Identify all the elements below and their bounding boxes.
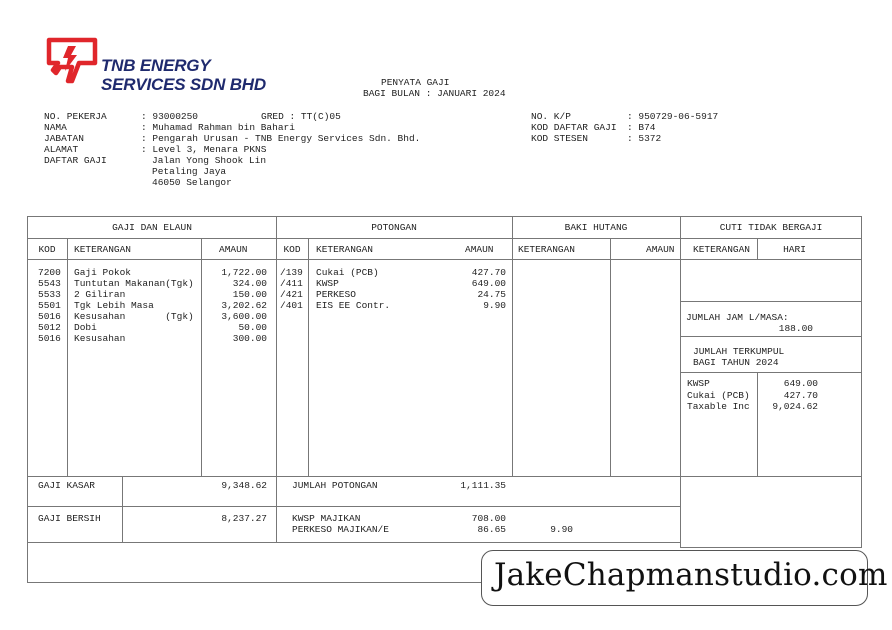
col-amaun-gaji: AMAUN bbox=[219, 244, 248, 255]
gaji-kasar-label: GAJI KASAR bbox=[38, 480, 96, 491]
kwsp-majikan-label: KWSP MAJIKAN bbox=[292, 513, 361, 524]
gaji-bersih-value: 8,237.27 bbox=[221, 513, 267, 524]
earning-desc: Gaji Pokok bbox=[74, 267, 132, 278]
earning-kod: 5543 bbox=[38, 278, 61, 289]
overtime-label: JUMLAH JAM L/MASA: bbox=[686, 312, 789, 323]
col-kod-potongan: KOD bbox=[283, 244, 301, 255]
earning-kod: 5501 bbox=[38, 300, 61, 311]
nokp-value: : 950729-06-5917 bbox=[627, 111, 719, 122]
perkeso-majikan-value: 86.65 bbox=[477, 524, 506, 535]
jumlah-potongan-label: JUMLAH POTONGAN bbox=[292, 480, 378, 491]
deduction-desc: PERKESO bbox=[316, 289, 356, 300]
kod-stesen-value: : 5372 bbox=[627, 133, 662, 144]
col-keterangan-gaji: KETERANGAN bbox=[74, 244, 132, 255]
earning-amount: 1,722.00 bbox=[221, 267, 267, 278]
section-potongan-header: POTONGAN bbox=[371, 222, 417, 233]
kwsp-majikan-value: 708.00 bbox=[471, 513, 506, 524]
col-amaun-potongan: AMAUN bbox=[465, 244, 494, 255]
nama-label: NAMA bbox=[44, 122, 67, 133]
earning-desc: Kesusahan (Tgk) bbox=[74, 311, 194, 322]
nokp-label: NO. K/P bbox=[531, 111, 571, 122]
perkeso-majikan-label: PERKESO MAJIKAN/E bbox=[292, 524, 389, 535]
deduction-kod: /401 bbox=[280, 300, 303, 311]
jabatan-label: JABATAN bbox=[44, 133, 84, 144]
ytd-row-label: Cukai (PCB) bbox=[687, 390, 750, 401]
kod-stesen-label: KOD STESEN bbox=[531, 133, 589, 144]
col-amaun-baki: AMAUN bbox=[646, 244, 675, 255]
eis-majikan-value: 9.90 bbox=[550, 524, 573, 535]
deduction-amount: 9.90 bbox=[483, 300, 506, 311]
company-logo bbox=[46, 37, 100, 85]
section-gaji-header: GAJI DAN ELAUN bbox=[112, 222, 192, 233]
address-line3: Petaling Jaya bbox=[152, 166, 227, 177]
deduction-kod: /411 bbox=[280, 278, 303, 289]
earning-kod: 5016 bbox=[38, 333, 61, 344]
ytd-label2: BAGI TAHUN 2024 bbox=[693, 357, 779, 368]
section-baki-header: BAKI HUTANG bbox=[564, 222, 628, 233]
ytd-label1: JUMLAH TERKUMPUL bbox=[693, 346, 785, 357]
deduction-amount: 427.70 bbox=[471, 267, 506, 278]
watermark-text: JakeChapmanstudio.com bbox=[494, 557, 888, 593]
deduction-amount: 649.00 bbox=[471, 278, 506, 289]
earning-kod: 5012 bbox=[38, 322, 61, 333]
ytd-row-value: 427.70 bbox=[783, 390, 818, 401]
earning-amount: 150.00 bbox=[232, 289, 267, 300]
earning-amount: 300.00 bbox=[232, 333, 267, 344]
ytd-row-value: 649.00 bbox=[783, 378, 818, 389]
earning-kod: 5533 bbox=[38, 289, 61, 300]
col-hari-cuti: HARI bbox=[783, 244, 806, 255]
earning-kod: 5016 bbox=[38, 311, 61, 322]
tnb-logo-icon bbox=[46, 37, 100, 85]
ytd-row-value: 9,024.62 bbox=[772, 401, 818, 412]
deduction-kod: /139 bbox=[280, 267, 303, 278]
earning-desc: Tuntutan Makanan(Tgk) bbox=[74, 278, 194, 289]
col-keterangan-baki: KETERANGAN bbox=[518, 244, 576, 255]
watermark-box bbox=[481, 550, 888, 606]
col-kod-gaji: KOD bbox=[38, 244, 56, 255]
ytd-row-label: Taxable Inc bbox=[687, 401, 750, 412]
alamat-value: : Level 3, Menara PKNS bbox=[141, 144, 267, 155]
gaji-bersih-label: GAJI BERSIH bbox=[38, 513, 101, 524]
earning-kod: 7200 bbox=[38, 267, 61, 278]
company-name-line2: SERVICES SDN BHD bbox=[101, 75, 266, 94]
earning-amount: 3,202.62 bbox=[221, 300, 267, 311]
address-line2: Jalan Yong Shook Lin bbox=[152, 155, 267, 166]
daftar-gaji-label: DAFTAR GAJI bbox=[44, 155, 107, 166]
statement-title: PENYATA GAJI bbox=[381, 77, 450, 88]
earning-amount: 324.00 bbox=[232, 278, 267, 289]
deduction-kod: /421 bbox=[280, 289, 303, 300]
address-line4: 46050 Selangor bbox=[152, 177, 232, 188]
earning-desc: Dobi bbox=[74, 322, 97, 333]
deduction-desc: Cukai (PCB) bbox=[316, 267, 379, 278]
no-pekerja-value: : 93000250 bbox=[141, 111, 199, 122]
section-cuti-header: CUTI TIDAK BERGAJI bbox=[719, 222, 823, 233]
kod-daftar-value: : B74 bbox=[627, 122, 656, 133]
kod-daftar-label: KOD DAFTAR GAJI bbox=[531, 122, 617, 133]
nama-value: : Muhamad Rahman bin Bahari bbox=[141, 122, 295, 133]
earning-amount: 3,600.00 bbox=[221, 311, 267, 322]
earning-desc: Kesusahan bbox=[74, 333, 126, 344]
alamat-label: ALAMAT bbox=[44, 144, 79, 155]
gred-value: GRED : TT(C)05 bbox=[261, 111, 341, 122]
deduction-amount: 24.75 bbox=[477, 289, 506, 300]
col-keterangan-cuti: KETERANGAN bbox=[693, 244, 751, 255]
company-name-line1: TNB ENERGY bbox=[101, 56, 211, 75]
earning-desc: 2 Giliran bbox=[74, 289, 126, 300]
col-keterangan-potongan: KETERANGAN bbox=[316, 244, 374, 255]
ytd-row-label: KWSP bbox=[687, 378, 710, 389]
statement-period: BAGI BULAN : JANUARI 2024 bbox=[363, 88, 506, 99]
jumlah-potongan-value: 1,111.35 bbox=[460, 480, 506, 491]
jabatan-value: : Pengarah Urusan - TNB Energy Services Sdn. Bhd. bbox=[141, 133, 421, 144]
overtime-value: 188.00 bbox=[778, 323, 813, 334]
deduction-desc: KWSP bbox=[316, 278, 339, 289]
earning-amount: 50.00 bbox=[238, 322, 267, 333]
deduction-desc: EIS EE Contr. bbox=[316, 300, 391, 311]
no-pekerja-label: NO. PEKERJA bbox=[44, 111, 107, 122]
gaji-kasar-value: 9,348.62 bbox=[221, 480, 267, 491]
earning-desc: Tgk Lebih Masa bbox=[74, 300, 154, 311]
